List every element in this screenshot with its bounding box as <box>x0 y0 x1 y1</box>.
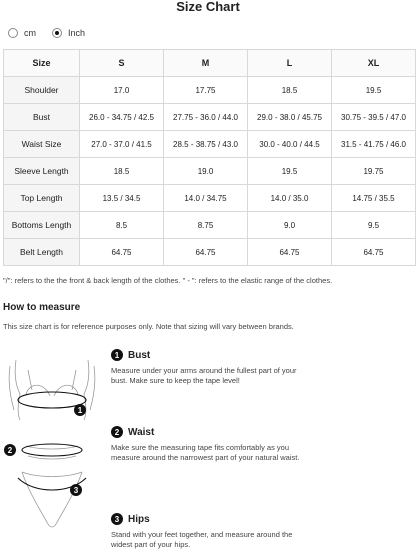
figure-marker-2 <box>4 444 16 456</box>
step-number-badge: 1 <box>111 349 123 361</box>
row-label: Bust <box>4 104 80 131</box>
table-row <box>4 212 416 239</box>
column-header: L <box>248 50 332 77</box>
table-cell: 9.0 <box>248 212 332 239</box>
row-label: Bottoms Length <box>4 212 80 239</box>
step-number-badge: 2 <box>111 426 123 438</box>
row-label: Waist Size <box>4 131 80 158</box>
table-row <box>4 104 416 131</box>
sizing-disclaimer: This size chart is for reference purposes only. Note that sizing will vary between brands. <box>3 322 294 331</box>
table-cell: 14.0 / 35.0 <box>248 185 332 212</box>
measure-step-waist <box>111 425 307 462</box>
table-cell: 14.0 / 34.75 <box>164 185 248 212</box>
table-cell: 17.0 <box>80 77 164 104</box>
bust-tape-line <box>18 392 86 408</box>
figure-marker-1 <box>74 404 86 416</box>
table-cell: 64.75 <box>332 239 416 266</box>
radio-cm[interactable] <box>8 28 18 38</box>
waist-band-top <box>26 446 78 449</box>
table-cell: 64.75 <box>248 239 332 266</box>
table-cell: 26.0 - 34.75 / 42.5 <box>80 104 164 131</box>
step-description: Make sure the measuring tape fits comfortably as you measure around the narrowest part of your natural waist. <box>111 443 300 462</box>
briefs-waistline <box>22 472 82 477</box>
table-cell: 14.75 / 35.5 <box>332 185 416 212</box>
unit-label-inch[interactable]: Inch <box>68 28 86 38</box>
unit-label-cm[interactable]: cm <box>24 28 36 38</box>
body-measurement-illustration <box>4 360 100 532</box>
table-cell: 30.75 - 39.5 / 47.0 <box>332 104 416 131</box>
step-title: Bust <box>128 349 151 361</box>
table-cell: 64.75 <box>164 239 248 266</box>
table-cell: 19.5 <box>248 158 332 185</box>
table-cell: 30.0 - 40.0 / 44.5 <box>248 131 332 158</box>
radio-inch[interactable] <box>52 28 62 38</box>
figure-marker-3 <box>70 484 82 496</box>
row-label: Shoulder <box>4 77 80 104</box>
table-cell: 29.0 - 38.0 / 45.75 <box>248 104 332 131</box>
step-description: Stand with your feet together, and measure around the widest part of your hips. <box>111 530 293 549</box>
page-title: Size Chart <box>176 0 240 14</box>
size-chart-table <box>3 49 416 266</box>
left-arm-outline <box>9 366 14 410</box>
table-cell: 19.75 <box>332 158 416 185</box>
table-cell: 9.5 <box>332 212 416 239</box>
step-title: Hips <box>128 513 150 525</box>
table-header-row <box>4 50 416 77</box>
table-row <box>4 185 416 212</box>
unit-selector[interactable] <box>8 26 101 40</box>
column-header: S <box>80 50 164 77</box>
table-row <box>4 158 416 185</box>
table-cell: 18.5 <box>80 158 164 185</box>
measure-step-bust <box>111 348 307 385</box>
table-row <box>4 131 416 158</box>
briefs-outline <box>22 472 82 527</box>
row-label: Belt Length <box>4 239 80 266</box>
table-cell: 13.5 / 34.5 <box>80 185 164 212</box>
table-cell: 31.5 - 41.75 / 46.0 <box>332 131 416 158</box>
right-arm-outline <box>90 366 95 410</box>
torso-left-outline <box>15 360 20 420</box>
row-label: Sleeve Length <box>4 158 80 185</box>
column-header: M <box>164 50 248 77</box>
step-number-badge: 3 <box>111 513 123 525</box>
table-cell: 64.75 <box>80 239 164 266</box>
figure-marker-3-label: 3 <box>73 486 79 495</box>
table-cell: 28.5 - 38.75 / 43.0 <box>164 131 248 158</box>
table-cell: 27.75 - 36.0 / 44.0 <box>164 104 248 131</box>
table-cell: 17.75 <box>164 77 248 104</box>
column-header: Size <box>4 50 80 77</box>
table-cell: 19.5 <box>332 77 416 104</box>
table-cell: 19.0 <box>164 158 248 185</box>
figure-marker-1-label: 1 <box>77 406 83 415</box>
how-to-measure-title: How to measure <box>3 302 81 313</box>
figure-marker-2-label: 2 <box>7 446 13 455</box>
table-cell: 27.0 - 37.0 / 41.5 <box>80 131 164 158</box>
waist-tape-line <box>22 444 82 456</box>
table-cell: 8.75 <box>164 212 248 239</box>
measure-step-hips <box>111 512 307 549</box>
table-row <box>4 239 416 266</box>
table-cell: 8.5 <box>80 212 164 239</box>
table-note: "/": refers to the the front & back length of the clothes. " - ": refers to the elastic range of the clothes. <box>3 276 333 285</box>
step-description: Measure under your arms around the fullest part of your bust. Make sure to keep the tape level! <box>111 366 297 385</box>
table-cell: 18.5 <box>248 77 332 104</box>
step-title: Waist <box>128 426 155 438</box>
column-header: XL <box>332 50 416 77</box>
table-row <box>4 77 416 104</box>
row-label: Top Length <box>4 185 80 212</box>
